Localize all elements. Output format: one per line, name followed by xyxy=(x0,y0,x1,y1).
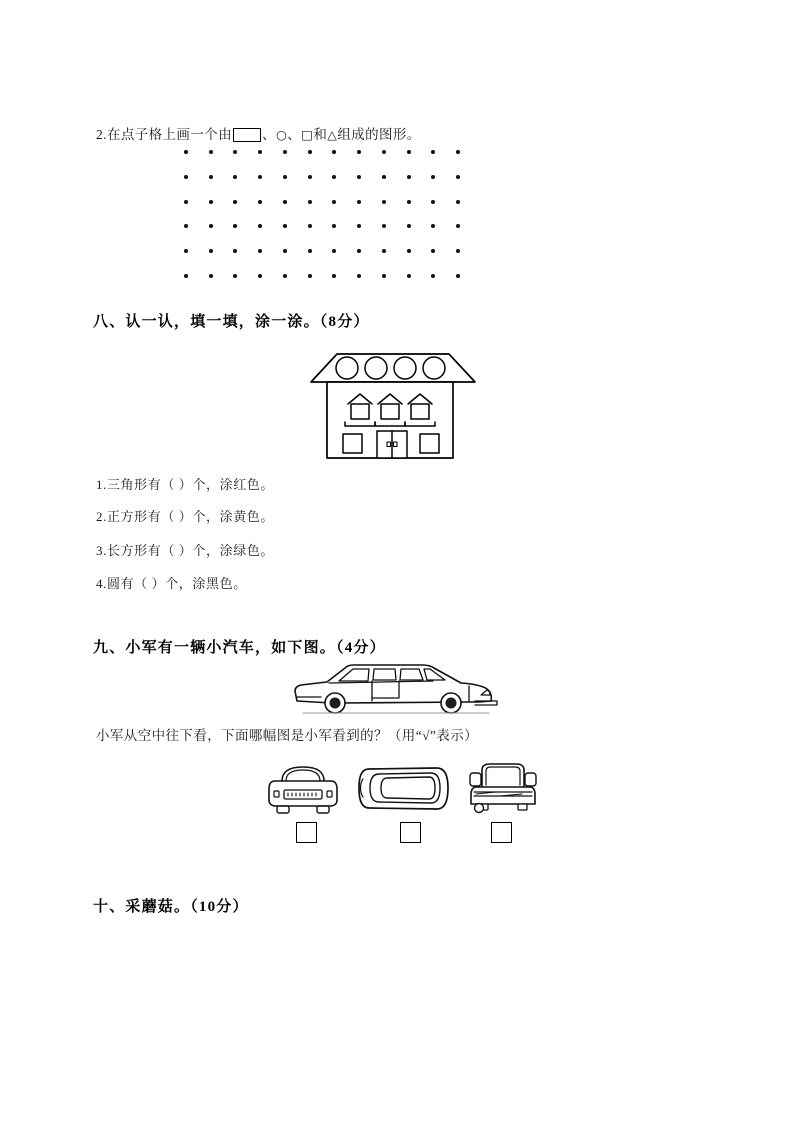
grid-dot xyxy=(407,249,411,253)
dot-grid[interactable] xyxy=(186,152,458,276)
grid-dot xyxy=(382,274,386,278)
grid-dot xyxy=(209,150,213,154)
grid-dot xyxy=(233,175,237,179)
grid-dot xyxy=(382,175,386,179)
grid-dot xyxy=(308,175,312,179)
triangle-shape-icon: △ xyxy=(327,127,338,142)
question-2-text xyxy=(96,126,421,144)
grid-dot xyxy=(431,150,435,154)
grid-dot xyxy=(308,224,312,228)
grid-dot xyxy=(184,249,188,253)
grid-dot xyxy=(308,249,312,253)
grid-dot xyxy=(431,224,435,228)
grid-dot xyxy=(456,150,460,154)
grid-dot xyxy=(407,150,411,154)
question-2-sep2: 、 xyxy=(287,127,302,142)
grid-dot xyxy=(357,274,361,278)
grid-dot xyxy=(233,249,237,253)
grid-dot xyxy=(184,200,188,204)
grid-dot xyxy=(258,274,262,278)
grid-dot xyxy=(258,249,262,253)
grid-dot xyxy=(258,175,262,179)
question-2-number: 2. xyxy=(96,127,107,142)
option-a-checkbox[interactable] xyxy=(296,822,317,843)
grid-dot xyxy=(357,249,361,253)
grid-dot xyxy=(357,150,361,154)
grid-dot xyxy=(357,200,361,204)
grid-dot xyxy=(308,200,312,204)
grid-dot xyxy=(258,224,262,228)
grid-dot xyxy=(283,224,287,228)
grid-dot xyxy=(283,200,287,204)
grid-dot xyxy=(209,200,213,204)
grid-dot xyxy=(407,224,411,228)
grid-dot xyxy=(456,274,460,278)
grid-dot xyxy=(332,224,336,228)
grid-dot xyxy=(431,274,435,278)
grid-dot xyxy=(283,274,287,278)
grid-dot xyxy=(357,175,361,179)
grid-dot xyxy=(283,175,287,179)
question-2-text-after: 组成的图形。 xyxy=(337,127,421,142)
grid-dot xyxy=(431,200,435,204)
grid-dot xyxy=(456,249,460,253)
question-2-text-before: 在点子格上画一个由 xyxy=(106,127,233,142)
grid-dot xyxy=(382,249,386,253)
grid-dot xyxy=(283,150,287,154)
grid-dot xyxy=(209,224,213,228)
option-b-car-top-view[interactable] xyxy=(357,765,451,813)
grid-dot xyxy=(308,274,312,278)
fill-item-4[interactable]: 4.圆有（ ）个，涂黑色。 xyxy=(96,576,247,591)
option-c-checkbox[interactable] xyxy=(491,822,512,843)
grid-dot xyxy=(357,224,361,228)
grid-dot xyxy=(233,274,237,278)
grid-dot xyxy=(283,249,287,253)
section-heading-eight: 八、认一认，填一填，涂一涂。（8分） xyxy=(93,314,370,330)
option-c-car-rear-view[interactable] xyxy=(466,761,540,816)
grid-dot xyxy=(431,249,435,253)
grid-dot xyxy=(407,175,411,179)
grid-dot xyxy=(184,224,188,228)
option-a-car-front-view[interactable] xyxy=(265,762,341,816)
fill-item-3[interactable]: 3.长方形有（ ）个，涂绿色。 xyxy=(96,543,275,558)
grid-dot xyxy=(184,175,188,179)
car-side-view-figure xyxy=(283,657,509,715)
grid-dot xyxy=(233,200,237,204)
rectangle-shape-icon xyxy=(233,128,261,142)
grid-dot xyxy=(332,200,336,204)
grid-dot xyxy=(382,224,386,228)
grid-dot xyxy=(209,175,213,179)
grid-dot xyxy=(332,274,336,278)
section-heading-nine: 九、小军有一辆小汽车，如下图。（4分） xyxy=(93,640,386,656)
grid-dot xyxy=(184,274,188,278)
option-b-checkbox[interactable] xyxy=(400,822,421,843)
section-nine-prompt: 小军从空中往下看，下面哪幅图是小军看到的？（用“√”表示） xyxy=(96,728,478,743)
section-heading-ten: 十、采蘑菇。（10分） xyxy=(93,899,249,915)
grid-dot xyxy=(407,274,411,278)
grid-dot xyxy=(209,249,213,253)
grid-dot xyxy=(332,249,336,253)
grid-dot xyxy=(456,200,460,204)
fill-item-1[interactable]: 1.三角形有（ ）个，涂红色。 xyxy=(96,477,275,492)
house-drawing xyxy=(303,342,483,464)
grid-dot xyxy=(233,150,237,154)
grid-dot xyxy=(456,175,460,179)
grid-dot xyxy=(382,200,386,204)
grid-dot xyxy=(233,224,237,228)
grid-dot xyxy=(456,224,460,228)
grid-dot xyxy=(407,200,411,204)
grid-dot xyxy=(258,150,262,154)
grid-dot xyxy=(382,150,386,154)
grid-dot xyxy=(332,150,336,154)
grid-dot xyxy=(308,150,312,154)
grid-dot xyxy=(431,175,435,179)
grid-dot xyxy=(258,200,262,204)
question-2-sep1: 、 xyxy=(262,127,276,142)
grid-dot xyxy=(209,274,213,278)
square-shape-icon: □ xyxy=(301,127,314,142)
grid-dot xyxy=(332,175,336,179)
fill-item-2[interactable]: 2.正方形有（ ）个，涂黄色。 xyxy=(96,509,275,524)
question-2-conj: 和 xyxy=(313,127,328,142)
circle-shape-icon: ○ xyxy=(275,127,288,142)
grid-dot xyxy=(184,150,188,154)
